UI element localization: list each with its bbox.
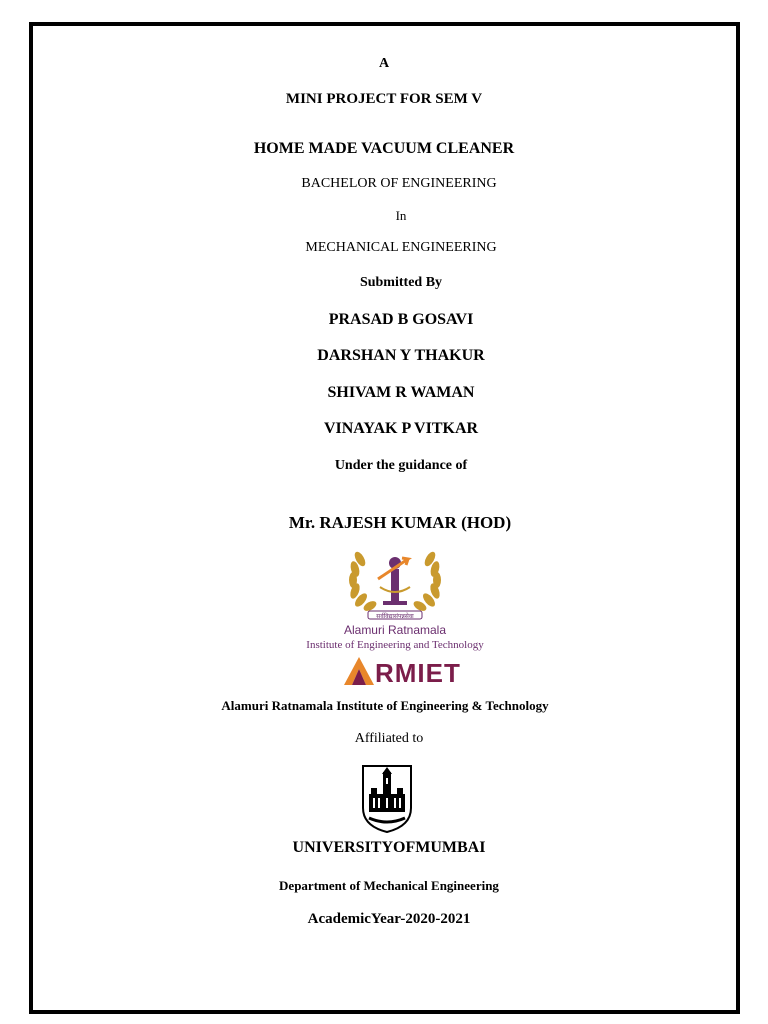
armiet-logo (342, 655, 461, 691)
project-title: HOME MADE VACUUM CLEANER (253, 140, 515, 157)
submitted-by-label: Submitted By (359, 275, 443, 290)
in-label: In (395, 208, 407, 223)
department: Department of Mechanical Engineering (279, 878, 499, 893)
student-name: PRASAD B GOSAVI (328, 311, 474, 328)
affiliated-label: Affiliated to (354, 731, 424, 746)
armiet-wordmark: RMIET (375, 658, 461, 688)
logo-institute-subtitle: Institute of Engineering and Technology (306, 639, 484, 651)
seal-motto: सर्वविद्यासंपन्नसेवा (376, 613, 414, 620)
armiet-a-icon (342, 655, 376, 687)
student-name: SHIVAM R WAMAN (327, 384, 475, 401)
student-name: VINAYAK P VITKAR (323, 420, 479, 437)
guide-name: Mr. RAJESH KUMAR (HOD) (288, 513, 512, 532)
project-type: MINI PROJECT FOR SEM V (285, 91, 483, 107)
branch: MECHANICAL ENGINEERING (305, 240, 497, 255)
institute-name: Alamuri Ratnamala Institute of Engineering & Technology (221, 698, 549, 713)
guidance-label: Under the guidance of (334, 458, 468, 473)
logo-institute-name: Alamuri Ratnamala (343, 623, 447, 637)
line-a: A (378, 56, 390, 71)
degree: BACHELOR OF ENGINEERING (301, 176, 497, 191)
university-name: UNIVERSITYOFMUMBAI (292, 839, 486, 856)
university-of-mumbai-crest-icon (361, 764, 413, 834)
student-name: DARSHAN Y THAKUR (317, 347, 485, 364)
college-logo (298, 541, 492, 691)
laurel-emblem-icon (298, 541, 492, 623)
academic-year: AcademicYear-2020-2021 (307, 911, 471, 927)
